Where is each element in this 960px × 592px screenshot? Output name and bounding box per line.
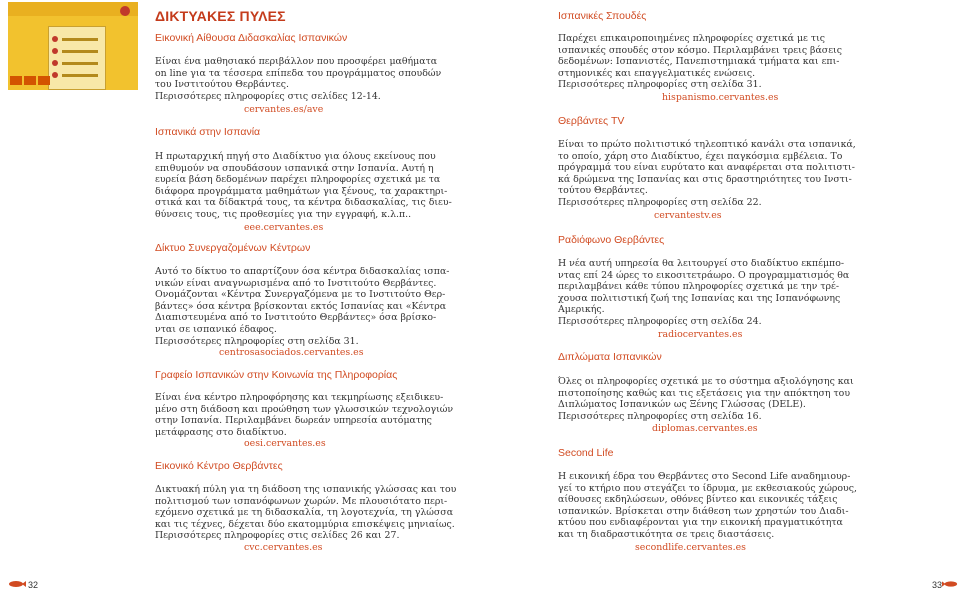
section-title: Ισπανικά στην Ισπανία (155, 126, 261, 138)
section-title: Ισπανικές Σπουδές (558, 10, 647, 22)
section-link[interactable]: hispanismo.cervantes.es (662, 92, 779, 103)
section-link[interactable]: diplomas.cervantes.es (652, 423, 758, 434)
section-body: Η εικονική έδρα του Θερβάντες στο Second Life αναδημιουρ- γεί το κτήριο που στεγάζει το ίδρυμα, με εκθεσιακούς χώρους, αίθουσες εκδηλώσεων, οθόνες βίντεο και εικονικές τάξεις ισπανικών. Βρίσκεται στην διάθεση των χρηστών του Διαδι- κτύου που ενδιαφέρονται για την εικονική πραγματικότητα και τη διαδραστικότητα σε τρεις διαστάσεις. (558, 471, 857, 540)
section-body: Η πρωταρχική πηγή στο Διαδίκτυο για όλους εκείνους που επιθυμούν να σπουδάσουν ισπανικά στην Ισπανία. Αυτή η ευρεία βάση δεδομένων παρέχει πληροφορίες σχετικά με τα διάφορα προγράμματα μαθημάτων για ξένους, τα χαρακτηρι- στικά και τα δίδακτρά τους, τα κέντρα διδασκαλίας, τις διευ- θύνσεις τους, τις προθεσμίες για την εγγραφή, κ.λ.π.. (155, 151, 452, 220)
section-body: Είναι ένα κέντρο πληροφόρησης και τεκμηρίωσης εξειδικευ- μένο στη διάδοση και προώθηση των γλωσσικών τεχνολογιών στην Ισπανία. Περιλαμβάνει δωρεάν υπηρεσία αυτόματης μετάφρασης στο διαδίκτυο. (155, 392, 454, 438)
section-link[interactable]: centrosasociados.cervantes.es (219, 347, 364, 358)
section-title: Διπλώματα Ισπανικών (558, 351, 662, 363)
fish-logo-icon (8, 580, 26, 588)
section-link[interactable]: cervantes.es/ave (244, 104, 324, 115)
section-title: Δίκτυο Συνεργαζομένων Κέντρων (155, 242, 311, 254)
section-body: Όλες οι πληροφορίες σχετικά με το σύστημα αξιολόγησης και πιστοποίησης καθώς και τις εξετάσεις για την απόκτηση του Διπλώματος Ισπανικών ως Ξένης Γλώσσας (DELE). Περισσότερες πληροφορίες στη σελίδα 16. (558, 376, 854, 422)
page-number: 32 (28, 580, 39, 590)
section-body: Είναι ένα μαθησιακό περιβάλλον που προσφέρει μαθήματα on line για τα τέσσερα επίπεδα του προγράμματος σπουδών του Ινστιτούτου Θερβάντες. Περισσότερες πληροφορίες στις σελίδες 12-14. (155, 56, 442, 102)
portal-screenshot-thumbnail (8, 2, 138, 90)
section-title: Εικονικό Κέντρο Θερβάντες (155, 460, 283, 472)
section-body: Η νέα αυτή υπηρεσία θα λειτουργεί στο διαδίκτυο εκπέμπο- ντας επί 24 ώρες το εικοσιτετράωρο. Ο προγραμματισμός θα περιλαμβάνει κάθε τύπου πληροφορίες σχετικά με την τρέ- χουσα πολιτιστική ζωή της Ισπανίας και της Ισπανόφωνης Αμερικής. Περισσότερες πληροφορίες στη σελίδα 24. (558, 258, 850, 327)
section-title: Εικονική Αίθουσα Διδασκαλίας Ισπανικών (155, 32, 348, 44)
page-title: ΔΙΚΤΥΑΚΕΣ ΠΥΛΕΣ (155, 8, 286, 24)
section-link[interactable]: cervantestv.es (654, 210, 722, 221)
section-body: Δικτυακή πύλη για τη διάδοση της ισπανικής γλώσσας και του πολιτισμού των ισπανόφωνων χωρών. Με πλουσιότατο περι- εχόμενο σχετικά με τη διδασκαλία, τη λογοτεχνία, τη γλώσσα και τις τέχνες, δέχεται δύο εκατομμύρια επισκέψεις μηνιαίως. Περισσότερες πληροφορίες στις σελίδες 26 και 27. (155, 484, 457, 542)
section-link[interactable]: radiocervantes.es (658, 329, 743, 340)
section-title: Ραδιόφωνο Θερβάντες (558, 234, 665, 246)
section-body: Αυτό το δίκτυο το απαρτίζουν όσα κέντρα διδασκαλίας ισπα- νικών είναι αναγνωρισμένα από το Ινστιτούτο Θερβάντες. Ονομάζονται «Κέντρα Συνεργαζόμενα με το Ινστιτούτο Θερ- βάντες» όσα κέντρα βρίσκονται εκτός Ισπανίας και «Κέντρα Διαπιστευμένα από το Ινστιτούτο Θερβάντες» όσα βρίσκο- νται σε ισπανικό έδαφος. Περισσότερες πληροφορίες στη σελίδα 31. (155, 266, 450, 347)
section-link[interactable]: eee.cervantes.es (244, 222, 324, 233)
section-link[interactable]: oesi.cervantes.es (244, 438, 326, 449)
section-body: Παρέχει επικαιροποιημένες πληροφορίες σχετικά με τις ισπανικές σπουδές στον κόσμο. Περιλαμβάνει τρεις βάσεις δεδομένων: Ισπανιστές, Πανεπιστημιακά τμήματα και επι- στημονικές και επαγγελματικές ενώσεις. Περισσότερες πληροφορίες στη σελίδα 31. (558, 33, 842, 91)
section-body: Είναι το πρώτο πολιτιστικό τηλεοπτικό κανάλι στα ισπανικά, το οποίο, χάρη στο Διαδίκτυο, έχει παγκόσμια εμβέλεια. Το πρόγραμμά του είναι ευρύτατο και αναφέρεται στα πολιτιστι- κά δρώμενα της Ισπανίας και στις δραστηριότητες του Ινστι- τούτου Θερβάντες. Περισσότερες πληροφορίες στη σελίδα 22. (558, 139, 856, 208)
section-link[interactable]: secondlife.cervantes.es (635, 542, 746, 553)
fish-logo-icon (942, 580, 958, 588)
section-title: Θερβάντες TV (558, 115, 625, 127)
section-title: Second Life (558, 447, 614, 459)
right-page (480, 0, 960, 592)
page-number: 33 (932, 580, 943, 590)
section-link[interactable]: cvc.cervantes.es (244, 542, 323, 553)
section-title: Γραφείο Ισπανικών στην Κοινωνία της Πληροφορίας (155, 369, 398, 381)
